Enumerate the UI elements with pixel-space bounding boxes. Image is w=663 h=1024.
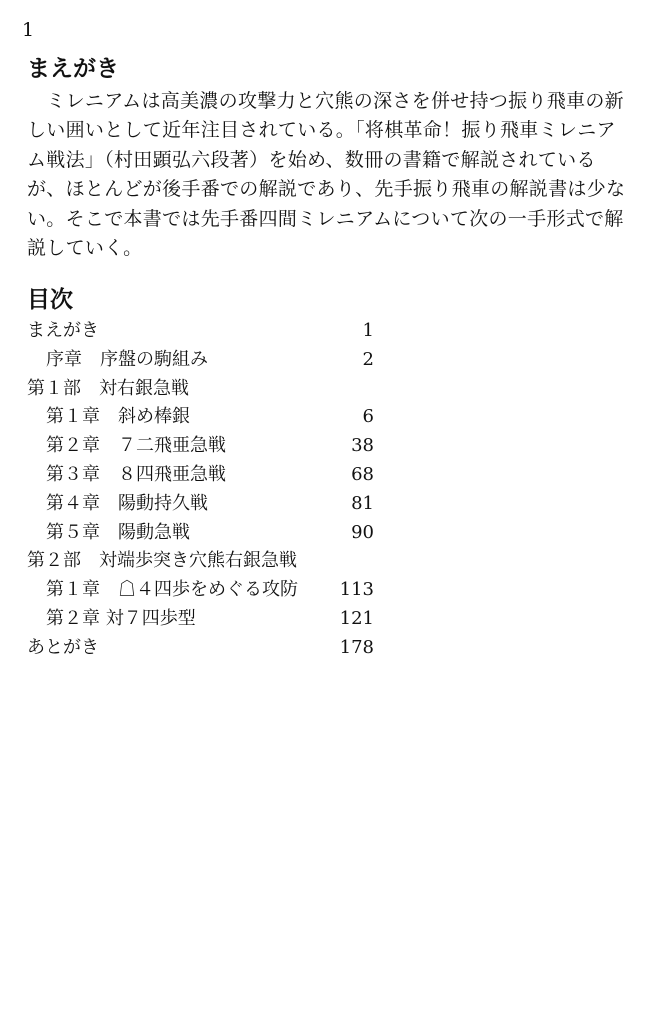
preface-line: い。そこで本書では先手番四間ミレニアムについて次の一手形式で解 bbox=[27, 207, 624, 230]
toc-entry-title: 第２部 対端歩突き穴熊右銀急戦 bbox=[27, 550, 297, 572]
toc-entry-page: 113 bbox=[339, 579, 374, 601]
toc-entry-title: まえがき bbox=[27, 320, 99, 341]
toc-entry-title: 第１章 斜め棒銀 bbox=[46, 406, 190, 428]
toc-entry[interactable] bbox=[27, 403, 387, 432]
toc-entry-page: 6 bbox=[362, 406, 374, 428]
toc-entry[interactable] bbox=[27, 432, 387, 461]
toc-entry[interactable] bbox=[27, 519, 387, 548]
preface-line: が、ほとんどが後手番での解説であり、先手振り飛車の解説書は少な bbox=[27, 178, 626, 201]
toc-part[interactable] bbox=[27, 375, 387, 404]
table-of-contents bbox=[27, 317, 387, 663]
toc-entry-title: 第２章 ７二飛亜急戦 bbox=[46, 435, 226, 457]
toc-entry-title: あとがき bbox=[27, 636, 99, 658]
toc-entry-page: 1 bbox=[362, 320, 374, 341]
preface-heading: まえがき bbox=[27, 56, 119, 82]
toc-entry-page: 68 bbox=[351, 463, 374, 485]
page-number: 1 bbox=[22, 19, 35, 41]
toc-entry-title: 第２章 対７四歩型 bbox=[46, 607, 196, 629]
toc-entry[interactable] bbox=[27, 490, 387, 519]
toc-entry-title: 序章 序盤の駒組み bbox=[46, 348, 208, 370]
toc-entry-title: 第４章 陽動持久戦 bbox=[46, 492, 208, 514]
toc-part[interactable] bbox=[27, 547, 387, 576]
toc-entry-page: 81 bbox=[351, 492, 374, 514]
toc-heading: 目次 bbox=[27, 287, 73, 313]
toc-entry-page: 121 bbox=[339, 607, 374, 629]
preface-line: ミレニアムは高美濃の攻撃力と穴熊の深さを併せ持つ振り飛車の新 bbox=[27, 90, 624, 112]
toc-entry-title: 第３章 ８四飛亜急戦 bbox=[46, 463, 226, 485]
toc-entry-page: 178 bbox=[339, 636, 374, 658]
preface-line: しい囲いとして近年注目されている。「将棋革命！振り飛車ミレニア bbox=[27, 119, 616, 142]
toc-entry-title: 第１章 ☖４四歩をめぐる攻防 bbox=[46, 579, 298, 601]
toc-entry[interactable] bbox=[27, 461, 387, 490]
preface-line: ム戦法」（村田顕弘六段著）を始め、数冊の書籍で解説されている bbox=[27, 148, 596, 171]
toc-entry-page: 38 bbox=[351, 435, 374, 457]
toc-entry[interactable] bbox=[27, 346, 387, 375]
toc-entry[interactable] bbox=[27, 317, 387, 346]
toc-entry[interactable] bbox=[27, 634, 387, 663]
preface-line: 説していく。 bbox=[27, 237, 143, 260]
toc-entry[interactable] bbox=[27, 576, 387, 605]
toc-entry-title: 第５章 陽動急戦 bbox=[46, 521, 190, 543]
toc-entry-page: 2 bbox=[362, 348, 374, 370]
toc-entry[interactable] bbox=[27, 605, 387, 634]
toc-entry-title: 第１部 対右銀急戦 bbox=[27, 377, 189, 399]
preface-body bbox=[27, 87, 639, 263]
toc-entry-page: 90 bbox=[351, 521, 374, 543]
